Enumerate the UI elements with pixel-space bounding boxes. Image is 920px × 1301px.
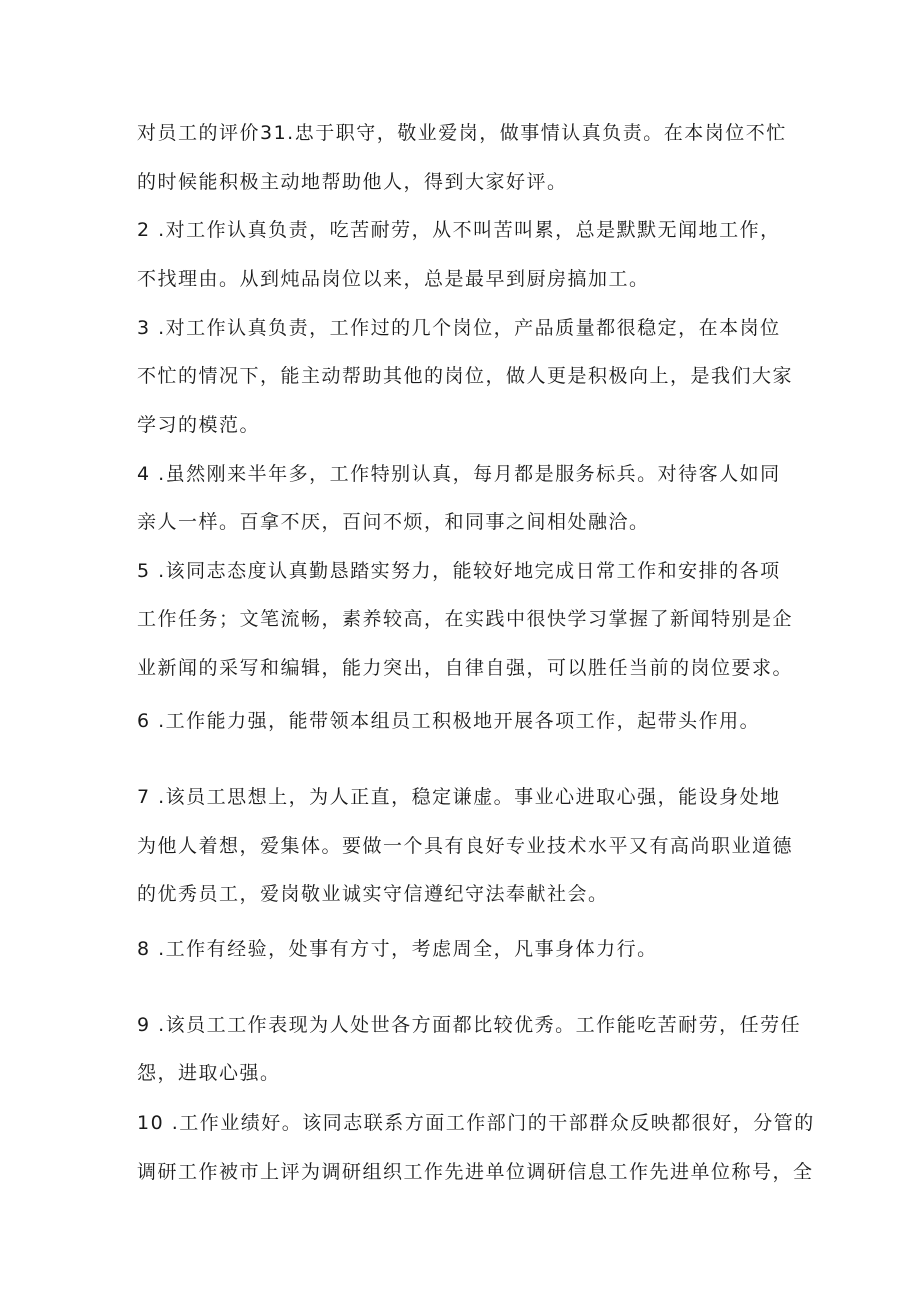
text-line: 业新闻的采写和编辑，能力突出，自律自强，可以胜任当前的岗位要求。 [137, 657, 794, 679]
text-line: 的时候能积极主动地帮助他人，得到大家好评。 [137, 171, 568, 193]
text-line: 6 .工作能力强，能带领本组员工积极地开展各项工作，起带头作用。 [137, 710, 761, 732]
text-line: 7 .该员工思想上，为人正直，稳定谦虚。事业心进取心强，能设身处地 [137, 786, 781, 808]
text-line: 8 .工作有经验，处事有方寸，考虑周全，凡事身体力行。 [137, 938, 658, 960]
text-line: 9 .该员工工作表现为人处世各方面都比较优秀。工作能吃苦耐劳，任劳任 [137, 1014, 802, 1036]
text-line: 不找理由。从到炖品岗位以来，总是最早到厨房搞加工。 [137, 268, 650, 290]
text-line: 5 .该同志态度认真勤恳踏实努力，能较好地完成日常工作和安排的各项 [137, 560, 781, 582]
text-line: 怨，进取心强。 [137, 1062, 281, 1084]
text-line: 4 .虽然刚来半年多，工作特别认真，每月都是服务标兵。对待客人如同 [137, 463, 781, 485]
text-line: 为他人着想，爱集体。要做一个具有良好专业技术水平又有高尚职业道德 [137, 835, 794, 857]
text-line: 学习的模范。 [137, 414, 261, 436]
text-line: 工作任务；文笔流畅，素养较高，在实践中很快学习掌握了新闻特别是企 [137, 608, 794, 630]
text-line: 亲人一样。百拿不厌，百问不烦，和同事之间相处融洽。 [137, 511, 650, 533]
text-line: 对员工的评价31.忠于职守，敬业爱岗，做事情认真负责。在本岗位不忙 [137, 122, 787, 144]
text-line: 调研工作被市上评为调研组织工作先进单位调研信息工作先进单位称号，全 [137, 1161, 814, 1183]
text-line: 3 .对工作认真负责，工作过的几个岗位，产品质量都很稳定，在本岗位 [137, 317, 781, 339]
text-line: 不忙的情况下，能主动帮助其他的岗位，做人更是积极向上，是我们大家 [137, 365, 794, 387]
text-line: 2 .对工作认真负责，吃苦耐劳，从不叫苦叫累，总是默默无闻地工作， [137, 219, 781, 241]
text-line: 10 .工作业绩好。该同志联系方面工作部门的干部群众反映都很好，分管的 [137, 1112, 815, 1134]
text-line: 的优秀员工，爱岗敬业诚实守信遵纪守法奉献社会。 [137, 883, 609, 905]
